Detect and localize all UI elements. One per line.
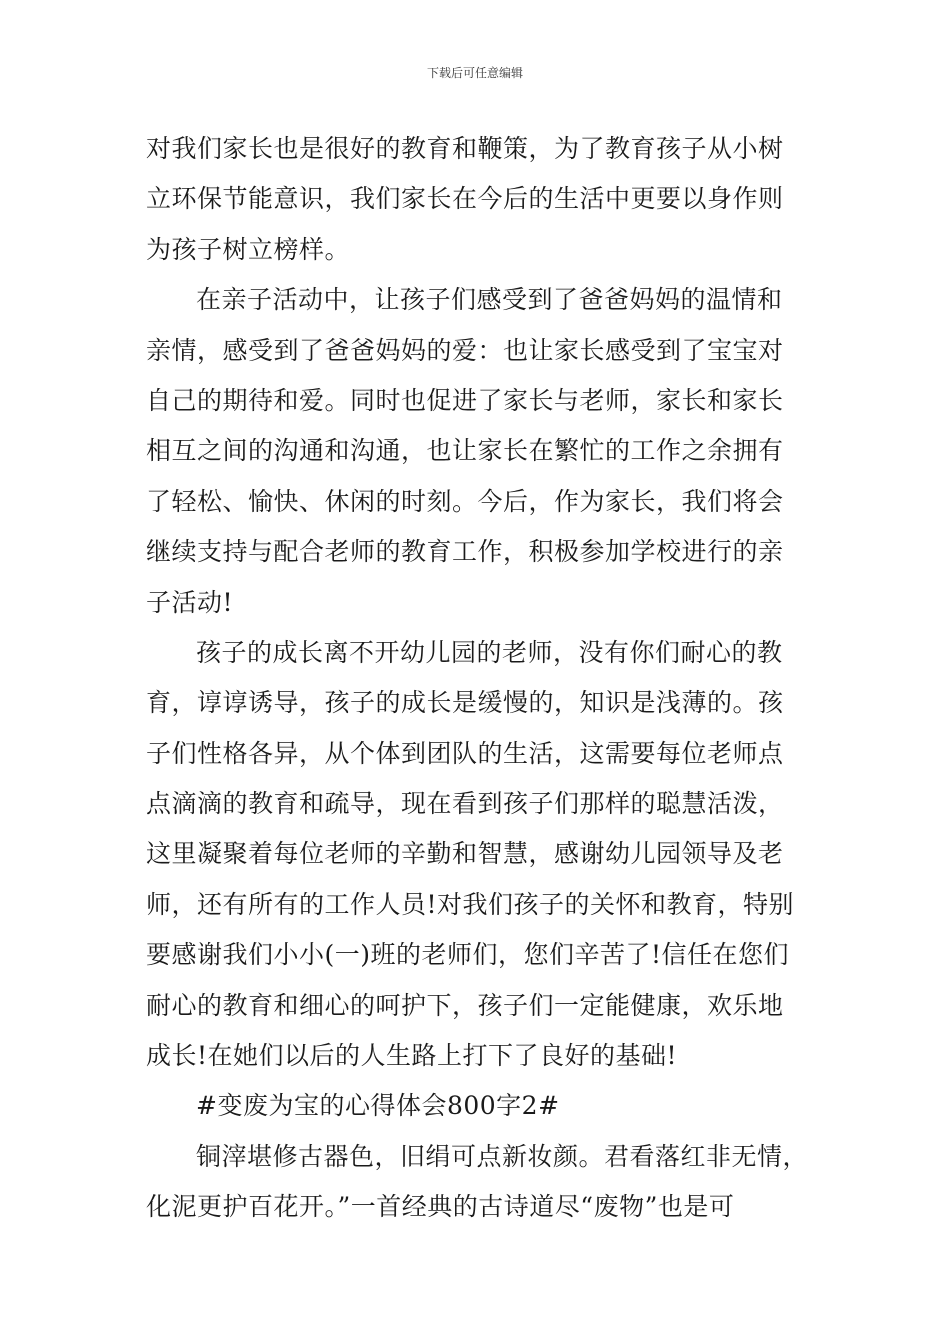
text-line: 亲情，感受到了爸爸妈妈的爱：也让家长感受到了宝宝对 bbox=[146, 335, 784, 365]
text-line: 自己的期待和爱。同时也促进了家长与老师，家长和家长 bbox=[146, 385, 784, 415]
text-line: 铜滓堪修古器色，旧绢可点新妆颜。君看落红非无情， bbox=[196, 1141, 809, 1171]
text-line: 孩子的成长离不开幼儿园的老师，没有你们耐心的教 bbox=[196, 637, 783, 667]
text-line: 要感谢我们小小(一)班的老师们，您们辛苦了!信任在您们 bbox=[146, 940, 790, 970]
text-line: 这里凝聚着每位老师的辛勤和智慧，感谢幼儿园领导及老 bbox=[146, 839, 784, 869]
document-body bbox=[146, 124, 826, 1233]
text-line: 对我们家长也是很好的教育和鞭策，为了教育孩子从小树 bbox=[146, 134, 784, 163]
text-line: 成长!在她们以后的人生路上打下了良好的基础! bbox=[146, 1041, 678, 1071]
text-line: 为孩子树立榜样。 bbox=[146, 234, 351, 264]
text-line: 相互之间的沟通和沟通，也让家长在繁忙的工作之余拥有 bbox=[146, 436, 784, 466]
text-line: 育，谆谆诱导，孩子的成长是缓慢的，知识是浅薄的。孩 bbox=[146, 688, 784, 718]
text-line: 立环保节能意识，我们家长在今后的生活中更要以身作则 bbox=[146, 184, 784, 214]
text-line: 在亲子活动中，让孩子们感受到了爸爸妈妈的温情和 bbox=[196, 285, 783, 315]
text-line: 耐心的教育和细心的呵护下，孩子们一定能健康，欢乐地 bbox=[146, 990, 784, 1020]
text-line: 子们性格各异，从个体到团队的生活，这需要每位老师点 bbox=[146, 738, 784, 768]
text-line: 点滴滴的教育和疏导，现在看到孩子们那样的聪慧活泼， bbox=[146, 789, 784, 819]
text-line: 化泥更护百花开。”一首经典的古诗道尽“废物”也是可 bbox=[146, 1192, 735, 1222]
text-line: 子活动! bbox=[146, 587, 234, 617]
text-line: 师，还有所有的工作人员!对我们孩子的关怀和教育，特别 bbox=[146, 889, 795, 919]
text-line: 继续支持与配合老师的教育工作，积极参加学校进行的亲 bbox=[146, 537, 784, 567]
text-line: #变废为宝的心得体会800字2# bbox=[196, 1091, 560, 1121]
page-header: 下载后可任意编辑 bbox=[426, 66, 523, 80]
text-line: 了轻松、愉快、休闲的时刻。今后，作为家长，我们将会 bbox=[146, 486, 784, 516]
